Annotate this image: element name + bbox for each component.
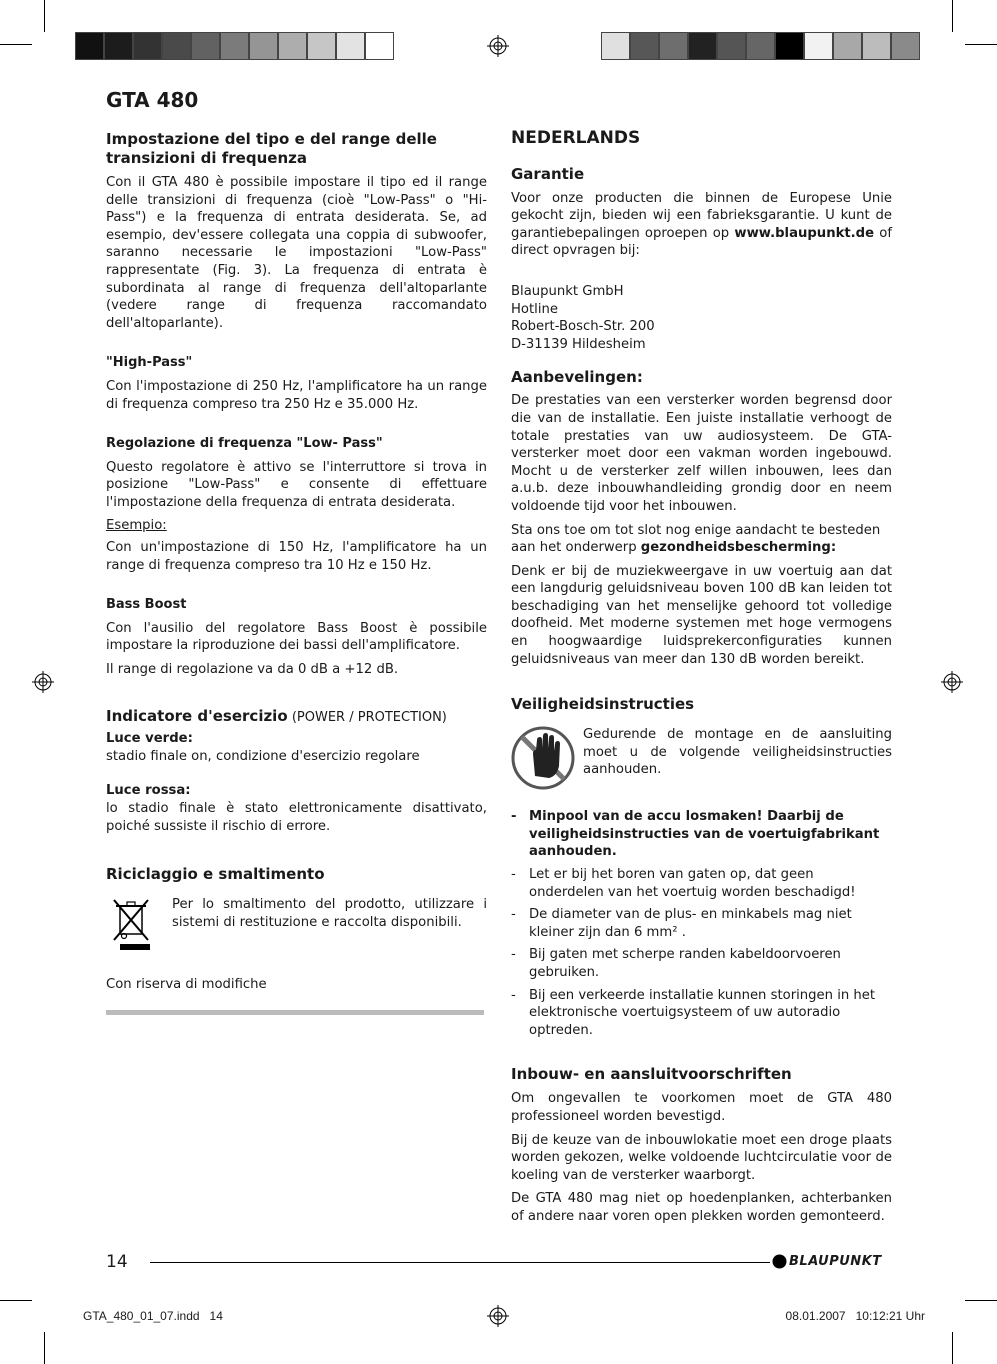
paragraph: De GTA 480 mag niet op hoedenplanken, achterbanken of andere naar voren open plekken worden gemonteerd.: [511, 1191, 892, 1224]
registration-mark-icon: [941, 671, 963, 693]
registration-mark-icon: [487, 35, 509, 57]
paragraph: Con l'impostazione di 250 Hz, l'amplificatore ha un range di frequenza compreso tra 250 Hz e 35.000 Hz.: [106, 378, 487, 412]
subheading: Regolazione di frequenza "Low- Pass": [106, 436, 383, 452]
brand-logo: [772, 1254, 882, 1269]
registration-mark-icon: [32, 671, 54, 693]
label: Luce rossa:: [106, 783, 191, 799]
reserve-note: Con riserva di modifiche: [106, 977, 267, 993]
safety-row: [511, 726, 892, 790]
address-block: [511, 283, 892, 353]
safety-list: [511, 808, 892, 1039]
list-item: - Let er bij het boren van gaten op, dat geen onderdelen van het voertuig worden beschadigd!: [511, 866, 892, 901]
page-number: 14: [106, 1252, 128, 1272]
label: Luce verde:: [106, 731, 193, 747]
section-heading: Aanbevelingen:: [511, 368, 643, 387]
color-swatch: [659, 32, 688, 60]
recycle-row: [106, 896, 487, 954]
crop-mark: [965, 1300, 997, 1301]
color-swatch: [104, 32, 133, 60]
color-swatch: [891, 32, 920, 60]
crop-mark: [0, 1300, 32, 1301]
color-swatch: [775, 32, 804, 60]
crop-mark: [952, 0, 953, 32]
text-bold: gezondheidsbescherming:: [640, 540, 837, 556]
paragraph: Questo regolatore è attivo se l'interruttore si trova in posizione "Low-Pass" e consente di effettuare l'impostazione della frequenza di entrata desiderata.: [106, 459, 487, 510]
text: of direct opvragen bij:: [511, 225, 892, 259]
address-line: D-31139 Hildesheim: [511, 336, 646, 352]
list-item: - Bij een verkeerde installatie kunnen storingen in het elektronische voertuigsysteem of uw autoradio optreden.: [511, 987, 892, 1040]
wheelie-bin-crossed-icon: [106, 896, 156, 954]
timestamp: 08.01.2007 10:12:21 Uhr: [785, 1309, 925, 1323]
paragraph: Gedurende de montage en de aansluiting moet u de volgende veiligheidsinstructies aanhouden.: [583, 727, 892, 778]
crop-mark: [44, 1332, 45, 1364]
color-swatch: [191, 32, 220, 60]
right-column: [511, 130, 892, 1226]
color-swatch: [249, 32, 278, 60]
color-swatch: [688, 32, 717, 60]
paragraph: [511, 190, 892, 260]
website-link[interactable]: www.blaupunkt.de: [734, 225, 875, 241]
color-swatch: [162, 32, 191, 60]
paragraph: [511, 522, 892, 557]
color-swatch: [336, 32, 365, 60]
registration-mark-icon: [487, 1305, 509, 1327]
crop-mark: [44, 0, 45, 32]
color-swatch: [630, 32, 659, 60]
color-swatch: [278, 32, 307, 60]
section-heading: Veiligheidsinstructies: [511, 695, 695, 714]
color-swatch: [365, 32, 394, 60]
brand-dot-icon: [772, 1254, 787, 1269]
text: Voor onze producten die binnen de Europese Unie gekocht zijn, bieden wij een fabrieksgarantie. U kunt de garantiebepalingen oproepen op: [511, 190, 892, 241]
paragraph: Con un'impostazione di 150 Hz, l'amplificatore ha un range di frequenza compreso tra 10 Hz e 150 Hz.: [106, 540, 487, 573]
brand-name: BLAUPUNKT: [789, 1254, 882, 1269]
language-heading: NEDERLANDS: [511, 128, 641, 148]
list-item: - Minpool van de accu losmaken! Daarbij de veiligheidsinstructies van de voertuigfabrikant aanhouden.: [511, 808, 892, 861]
color-swatch: [862, 32, 891, 60]
address-line: Robert-Bosch-Str. 200: [511, 319, 655, 335]
color-swatch: [307, 32, 336, 60]
address-line: Blaupunkt GmbH: [511, 283, 624, 299]
paragraph: Il range di regolazione va da 0 dB a +12 dB.: [106, 662, 399, 678]
list-item: - De diameter van de plus- en minkabels mag niet kleiner zijn dan 6 mm² .: [511, 906, 892, 941]
left-column: [106, 130, 487, 994]
color-swatch: [133, 32, 162, 60]
address-line: Hotline: [511, 301, 558, 317]
paragraph: lo stadio finale è stato elettronicamente disattivato, poiché sussiste il rischio di errore.: [106, 801, 487, 834]
stop-hand-icon: [511, 726, 575, 790]
page-title: GTA 480: [106, 88, 199, 112]
color-swatch: [75, 32, 104, 60]
paragraph: Om ongevallen te voorkomen moet de GTA 480 professioneel worden bevestigd.: [511, 1091, 892, 1124]
paragraph: Denk er bij de muziekweergave in uw voertuig aan dat een langdurig geluidsniveau boven 100 dB kan leiden tot beschadiging van het menselijke gehoord tot volledige doofheid. Met moderne systemen met hoge vermogens en hoogwaardige luidsprekerconfiguraties kunnen geluidsniveaus van meer dan 130 dB worden bereikt.: [511, 563, 892, 667]
file-info: GTA_480_01_07.indd 14: [83, 1309, 223, 1323]
color-swatch: [601, 32, 630, 60]
paragraph: Bij de keuze van de inbouwlokatie moet een droge plaats worden gekozen, welke voldoende luchtcirculatie voor de koeling van de versterker waarborgt.: [511, 1132, 892, 1183]
section-heading: Impostazione del tipo e del range delle transizioni di frequenza: [106, 130, 437, 167]
example-label: Esempio:: [106, 517, 167, 533]
color-swatch: [220, 32, 249, 60]
crop-mark: [0, 44, 32, 45]
list-item: - Bij gaten met scherpe randen kabeldoorvoeren gebruiken.: [511, 946, 892, 981]
crop-mark: [952, 1332, 953, 1364]
section-heading: Riciclaggio e smaltimento: [106, 865, 325, 884]
paragraph: Per lo smaltimento del prodotto, utilizzare i sistemi di restituzione e raccolta disponibili.: [172, 897, 487, 930]
divider: [106, 1010, 484, 1015]
color-swatch: [746, 32, 775, 60]
paragraph: De prestaties van een versterker worden begrensd door die van de installatie. Een juiste installatie verhoogt de totale prestaties van uw audiosysteem. De GTA-versterker moet door een vakman worden ingebouwd. Mocht u de versterker zelf willen inbouwen, lees dan a.u.b. deze inbouwhandleiding grondig door en neem voldoende tijd voor het inbouwen.: [511, 393, 892, 514]
color-swatch: [717, 32, 746, 60]
subheading: "High-Pass": [106, 355, 193, 371]
color-swatch: [804, 32, 833, 60]
footer-rule: [150, 1262, 770, 1263]
section-heading: Garantie: [511, 164, 585, 183]
subheading: Bass Boost: [106, 597, 187, 613]
section-heading: Indicatore d'esercizio: [106, 706, 288, 725]
color-swatch: [833, 32, 862, 60]
section-heading: Inbouw- en aansluitvoorschriften: [511, 1065, 792, 1084]
paragraph: Con l'ausilio del regolatore Bass Boost è possibile impostare la riproduzione dei bassi dell'amplificatore.: [106, 620, 487, 654]
paragraph: Con il GTA 480 è possibile impostare il tipo ed il range delle transizioni di frequenza (cioè "Low-Pass" o "Hi-Pass") e la frequenza di entrata desiderata. Se, ad esempio, dev'essere collegata una coppia di subwoofer, saranno necessarie le impostazioni "Low-Pass" rappresentate (Fig. 3). La frequenza di entrata è subordinata al range di frequenza dell'altoparlante (vedere range di frequenza raccomandato dell'altoparlante).: [106, 175, 487, 331]
text: Sta ons toe om tot slot nog enige aandacht te besteden aan het onderwerp: [511, 522, 881, 556]
paragraph: stadio finale on, condizione d'esercizio regolare: [106, 748, 420, 764]
indicator-heading-row: [106, 707, 487, 727]
indicator-subtitle: (POWER / PROTECTION): [291, 709, 447, 725]
crop-mark: [965, 44, 997, 45]
